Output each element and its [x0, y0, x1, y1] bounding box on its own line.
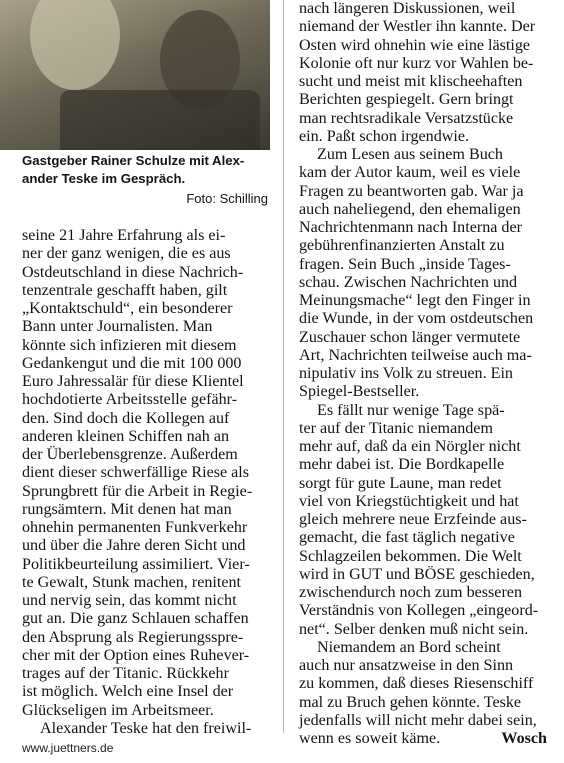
- article-line: fragen. Sein Buch „inside Tages-: [299, 255, 511, 273]
- article-line: wird in GUT und BÖSE geschieden,: [299, 565, 535, 583]
- caption-line: Gastgeber Rainer Schulze mit Alex-: [22, 153, 245, 168]
- author-signature: Wosch: [501, 730, 547, 747]
- article-line: trages auf der Titanic. Rückkehr: [22, 665, 229, 682]
- article-line: Zum Lesen aus seinem Buch: [317, 146, 503, 163]
- article-line: Kolonie oft nur kurz vor Wahlen be-: [299, 54, 534, 72]
- article-line: gemacht, die fast täglich negative: [299, 529, 515, 547]
- article-line: kam der Autor kaum, weil es viele: [299, 164, 521, 182]
- article-line: Berichten gespiegelt. Gern bringt: [299, 91, 514, 109]
- article-line: Fragen zu beantworten gab. War ja: [299, 182, 524, 200]
- article-line: Meinungsmache“ legt den Finger in: [299, 292, 531, 309]
- article-line: gebührenfinanzierten Anstalt zu: [299, 237, 505, 255]
- article-line: te Gewalt, Stunk machen, renitent: [22, 573, 241, 591]
- article-line: zu kommen, daß dieses Riesenschiff: [299, 675, 534, 693]
- photo-credit: Foto: Schilling: [186, 191, 268, 206]
- article-line: man rechtsradikale Versatzstücke: [299, 109, 514, 127]
- article-line: Spiegel-Bestseller.: [299, 383, 420, 401]
- article-line: hochdotierte Arbeitsstelle gefähr-: [22, 391, 238, 409]
- article-line: seine 21 Jahre Erfahrung als ei-: [22, 227, 226, 244]
- article-line: ein. Paßt schon irgendwie.: [299, 127, 469, 145]
- article-line: Gedankengut und die mit 100 000: [22, 354, 242, 372]
- article-line: Sprungbrett für die Arbeit in Regie-: [22, 482, 253, 500]
- article-line: net“. Selber denken muß nicht sein.: [299, 620, 529, 638]
- article-column-right: [299, 0, 547, 748]
- article-line: sorgt für gute Laune, man redet: [299, 474, 502, 492]
- article-line: Es fällt nur wenige Tage spä-: [317, 401, 505, 419]
- article-line: gut an. Die ganz Schlauen schaffen: [22, 610, 249, 628]
- article-line: den Absprung als Regierungsspre-: [22, 628, 244, 646]
- article-line: ist möglich. Welch eine Insel der: [22, 683, 234, 701]
- article-line: mehr auf, daß da ein Nörgler nicht: [299, 438, 521, 455]
- photo-caption: [22, 152, 268, 188]
- article-line: Nachrichtenmann nach Interna der: [299, 219, 522, 236]
- article-line: tenzentrale geschafft haben, gilt: [22, 281, 228, 299]
- article-line: ter auf der Titanic niemandem: [299, 419, 493, 437]
- article-line: Osten wird ohnehin wie eine lästige: [299, 36, 531, 54]
- article-line: ohnehin permanenten Funkverkehr: [22, 519, 248, 536]
- column-divider: [283, 0, 284, 733]
- article-line: Niemandem an Bord scheint: [317, 638, 501, 656]
- article-line: anderen kleinen Schiffen nah an: [22, 427, 230, 445]
- article-line: Bann unter Journalisten. Man: [22, 318, 213, 336]
- article-line: Art, Nachrichten teilweise auch ma-: [299, 346, 532, 364]
- article-line: Politikbeurteilung assimiliert. Vier-: [22, 555, 250, 573]
- article-line: rungsämtern. Mit denen hat man: [22, 500, 232, 518]
- caption-line: ander Teske im Gespräch.: [22, 171, 186, 186]
- article-line: ner der ganz wenigen, die es aus: [22, 245, 231, 263]
- article-line: gleich mehrere neue Erzfeinde aus-: [299, 511, 527, 528]
- article-line: wenn es soweit käme. Wosch: [299, 730, 547, 747]
- event-photo: [0, 0, 270, 150]
- article-line: dient dieser schwerfällige Riese als: [22, 464, 250, 482]
- article-line: zwischendurch noch zum besseren: [299, 584, 522, 601]
- article-line: jedenfalls will nicht mehr dabei sein,: [299, 711, 537, 729]
- article-line: Glückseligen im Arbeitsmeer.: [22, 701, 214, 719]
- article-line: und über die Jahre deren Sicht und: [22, 537, 246, 555]
- article-line: Alexander Teske hat den freiwil-: [40, 719, 252, 737]
- article-line: auch nur ansatzweise in den Sinn: [299, 657, 514, 674]
- article-line: mal zu Bruch gehen könnte. Teske: [299, 693, 522, 711]
- article-line: schau. Zwischen Nachrichten und: [299, 273, 518, 291]
- article-line: könnte sich infizieren mit diesem: [22, 336, 237, 354]
- article-line: Ostdeutschland in diese Nachrich-: [22, 263, 244, 281]
- article-line: sucht und meist mit klischeehaften: [299, 73, 523, 90]
- article-line: niemand der Westler ihn kannte. Der: [299, 18, 536, 36]
- article-column-left: [22, 227, 272, 738]
- photo-figure-left: [30, 0, 120, 90]
- article-line: „Kontaktschuld“, ein besonderer: [22, 300, 233, 317]
- article-line: Euro Jahressalär für diese Klientel: [22, 373, 244, 390]
- article-line: Zuschauer schon länger vermutete: [299, 328, 521, 346]
- article-line: und nervig sein, das kommt nicht: [22, 592, 237, 609]
- article-line: auch naheliegend, den ehemaligen: [299, 200, 521, 218]
- photo-table: [60, 90, 260, 150]
- article-line: nipulativ ins Volk zu streuen. Ein: [299, 365, 513, 382]
- article-line: mehr dabei ist. Die Bordkapelle: [299, 456, 505, 474]
- article-line: der Überlebensgrenze. Außerdem: [22, 446, 238, 463]
- article-line: Verständnis von Kollegen „eingeord-: [299, 602, 539, 620]
- article-line: den. Sind doch die Kollegen auf: [22, 409, 230, 427]
- article-line: nach längeren Diskussionen, weil: [299, 0, 516, 17]
- article-line: cher mit der Option eines Ruhever-: [22, 646, 250, 664]
- footer-url: www.juettners.de: [22, 741, 114, 755]
- article-line: viel von Kriegstüchtigkeit und hat: [299, 492, 519, 510]
- article-line: die Wunde, in der vom ostdeutschen: [299, 310, 534, 328]
- article-line: Schlagzeilen bekommen. Die Welt: [299, 547, 522, 565]
